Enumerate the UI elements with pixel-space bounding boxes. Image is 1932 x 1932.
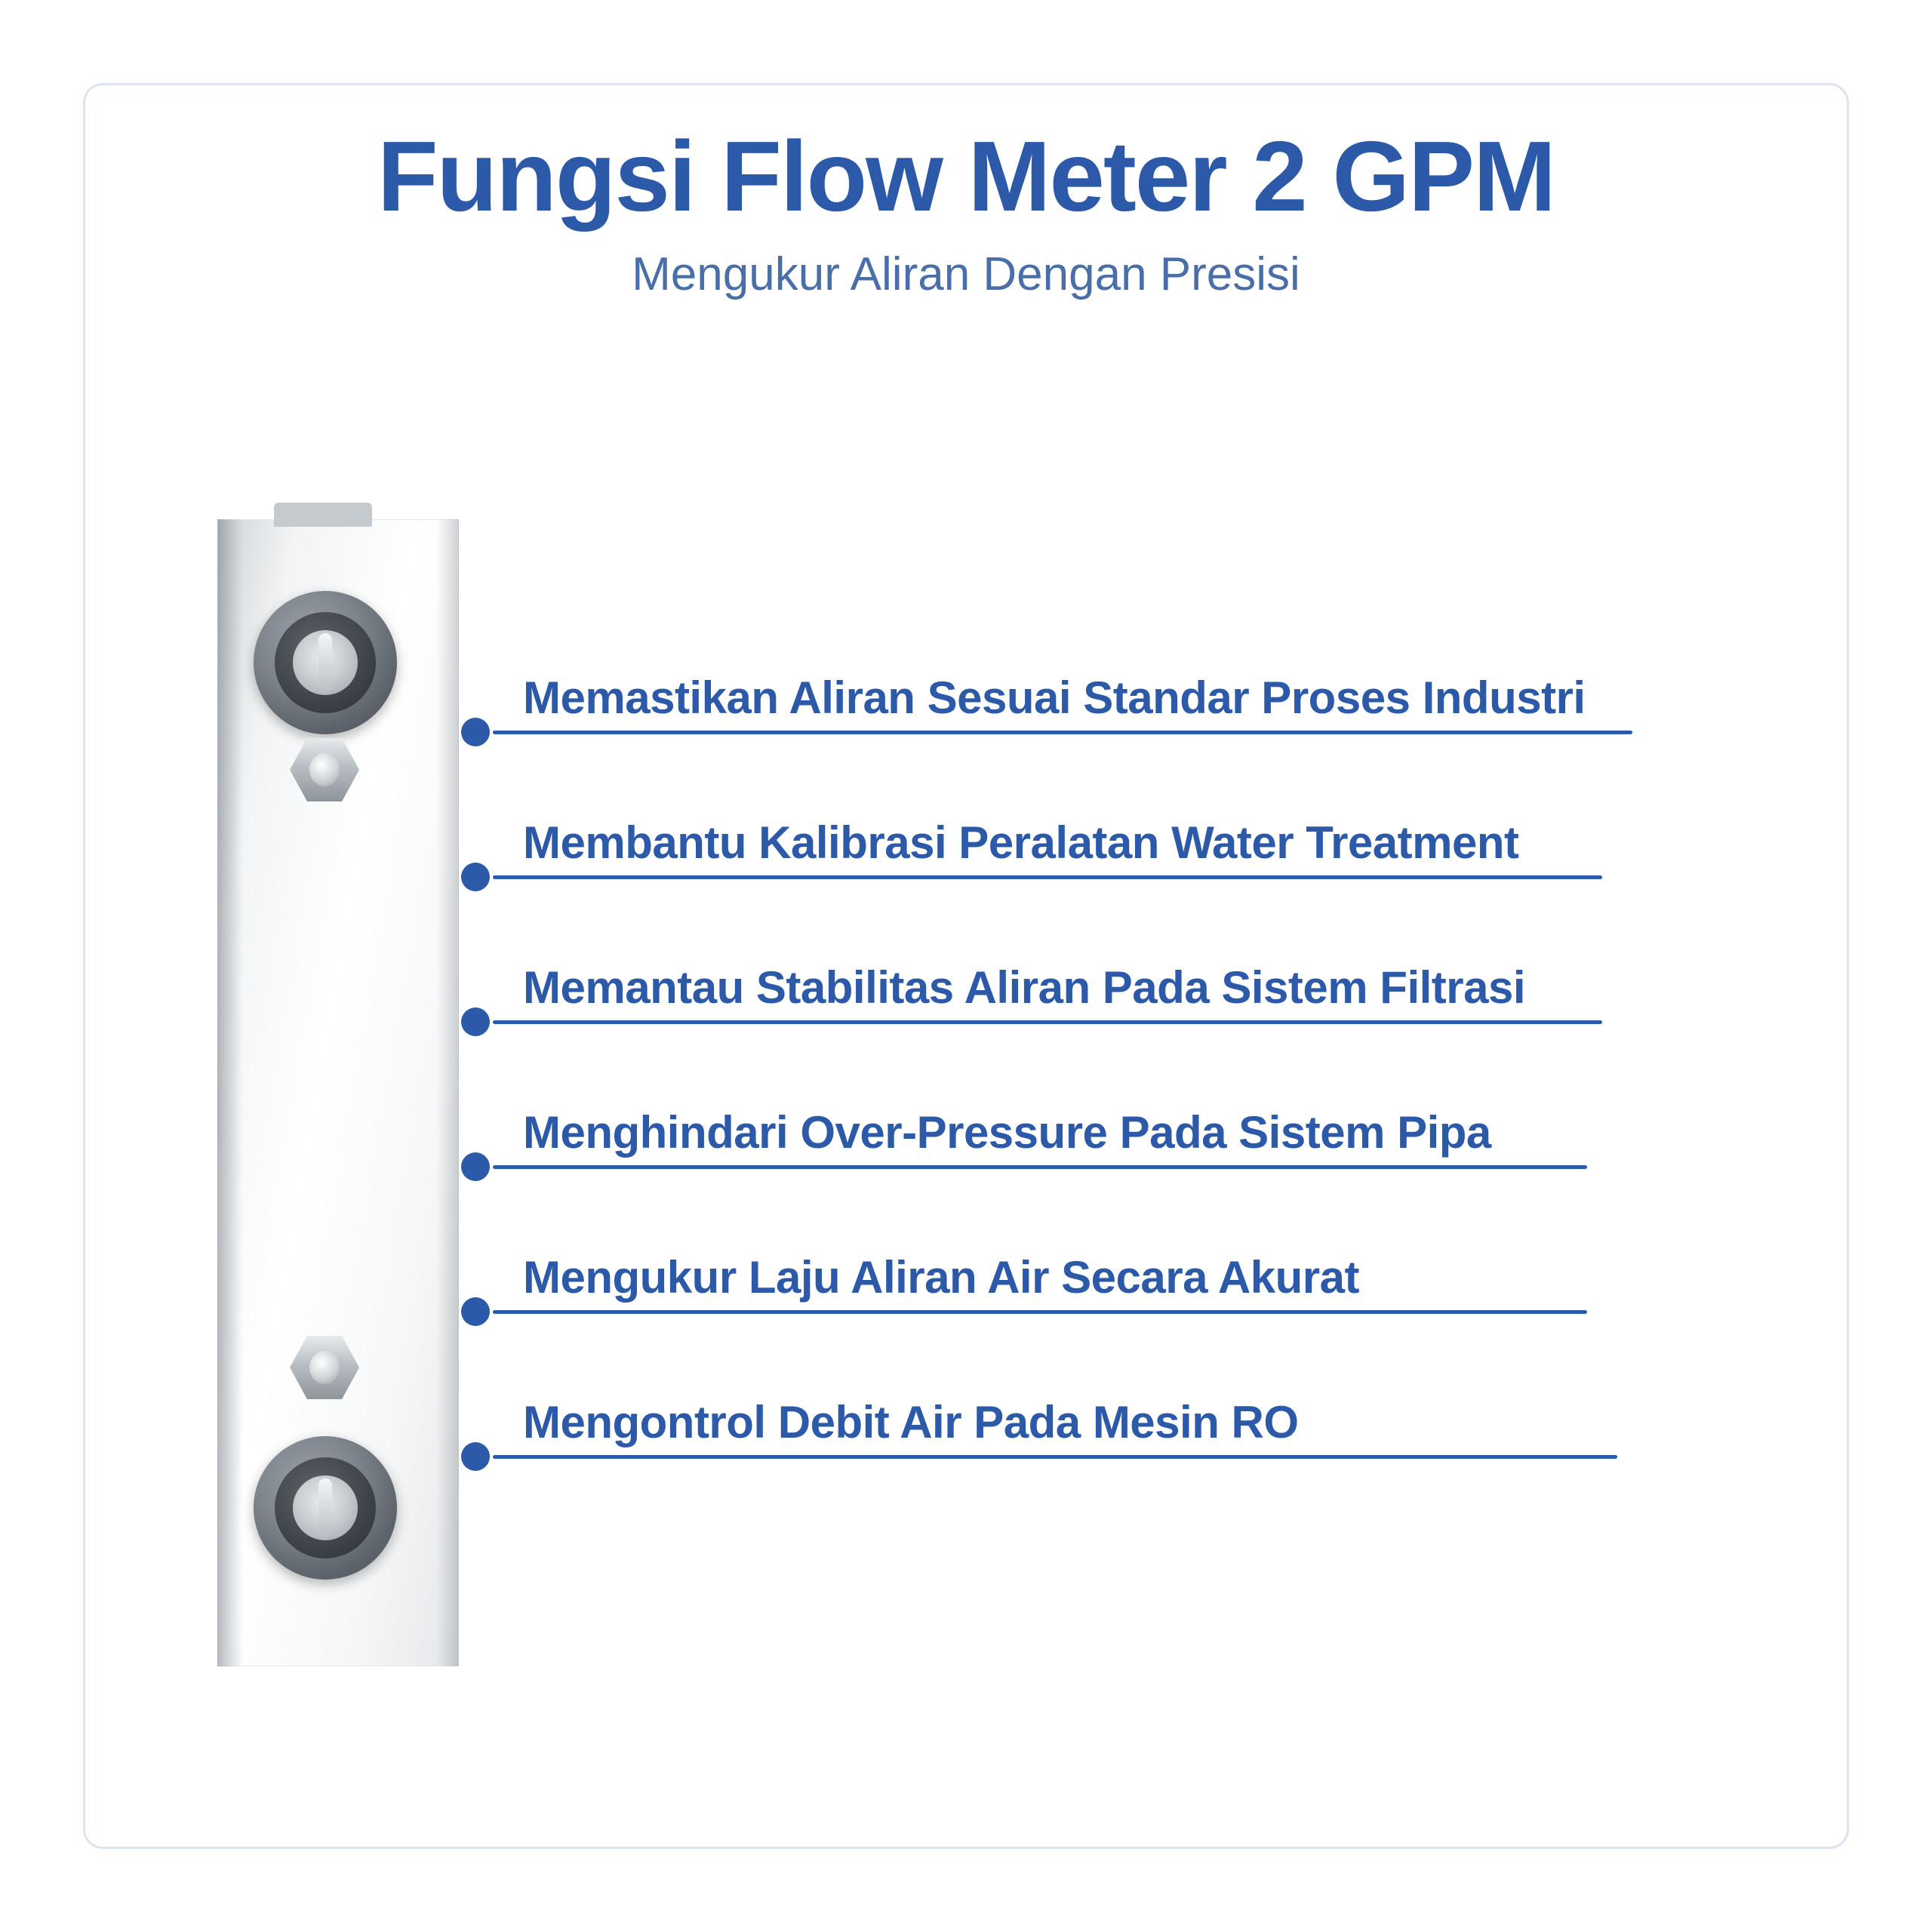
port-pin bbox=[318, 1478, 332, 1537]
port-pin bbox=[318, 633, 332, 692]
feature-underline bbox=[493, 1020, 1602, 1024]
lower-hex-nut bbox=[290, 1336, 359, 1399]
feature-bullet-dot bbox=[461, 718, 490, 746]
photo-left-shading bbox=[217, 519, 243, 1666]
feature-label: Memantau Stabilitas Aliran Pada Sistem Filtrasi bbox=[523, 962, 1526, 1013]
feature-label: Menghindari Over-Pressure Pada Sistem Pipa bbox=[523, 1107, 1491, 1158]
list-item bbox=[448, 1186, 1715, 1331]
feature-label: Memastikan Aliran Sesuai Standar Proses Industri bbox=[523, 672, 1586, 723]
feature-bullet-dot bbox=[461, 1008, 490, 1036]
nut-cap bbox=[309, 753, 340, 786]
list-item bbox=[448, 751, 1715, 896]
feature-bullet-dot bbox=[461, 863, 490, 891]
page-title: Fungsi Flow Meter 2 GPM bbox=[377, 121, 1555, 232]
photo-top-nub bbox=[274, 503, 372, 527]
upper-hex-nut bbox=[290, 738, 359, 801]
feature-bullet-dot bbox=[461, 1297, 490, 1326]
list-item bbox=[448, 896, 1715, 1041]
list-item bbox=[448, 1331, 1715, 1475]
poster-card bbox=[83, 83, 1849, 1849]
list-item bbox=[448, 606, 1715, 751]
outlet-port-fitting bbox=[254, 1436, 397, 1580]
feature-list bbox=[448, 606, 1715, 1475]
feature-underline bbox=[493, 731, 1632, 734]
feature-label: Mengukur Laju Aliran Air Secara Akurat bbox=[523, 1252, 1359, 1303]
page-subtitle: Mengukur Aliran Dengan Presisi bbox=[632, 248, 1300, 301]
nut-cap bbox=[309, 1351, 340, 1384]
inlet-port-fitting bbox=[254, 591, 397, 734]
feature-label: Mengontrol Debit Air Pada Mesin RO bbox=[523, 1397, 1299, 1447]
feature-bullet-dot bbox=[461, 1152, 490, 1181]
header bbox=[85, 122, 1847, 301]
feature-label: Membantu Kalibrasi Peralatan Water Treatment bbox=[523, 817, 1519, 868]
feature-underline bbox=[493, 875, 1602, 879]
list-item bbox=[448, 1041, 1715, 1186]
feature-underline bbox=[493, 1455, 1617, 1459]
feature-bullet-dot bbox=[461, 1442, 490, 1471]
feature-underline bbox=[493, 1165, 1587, 1169]
flow-meter-photo bbox=[217, 519, 459, 1666]
feature-underline bbox=[493, 1310, 1587, 1314]
